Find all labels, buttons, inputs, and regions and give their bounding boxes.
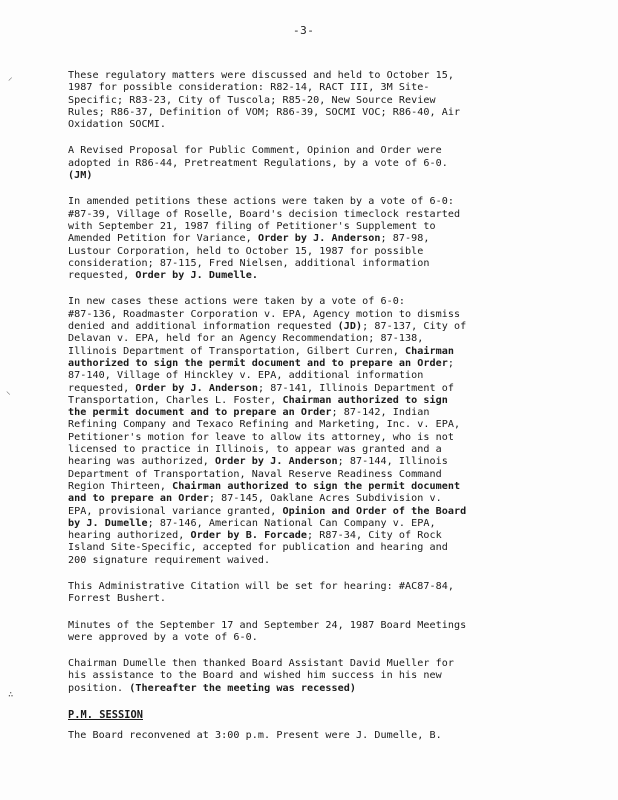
order-attribution: Chairman authorized to sign the permit document and to prepare an Order [68,394,448,419]
text-run: ; 87-141, Illinois Department of Transportation, Charles L. Foster, [68,382,455,406]
order-attribution: (JD) [337,321,363,333]
text-run: ; 87-137, City of Delavan v. EPA, held for an Agency Recommendation; 87-138, Illinois Department of Transportation, Gilbert Curren, [68,321,467,357]
text-run: ; 87-144, Illinois Department of Transportation, Naval Reserve Readiness Command Region Thirteen, [68,456,448,492]
order-attribution: Chairman authorized to sign the permit document and to prepare an Order [68,480,461,505]
order-attribution: Order by B. Forcade [190,530,307,542]
document-body [68,70,573,757]
order-attribution: Order by J. Dumelle. [135,270,258,282]
paragraph-regulatory-matters: These regulatory matters were discussed and held to October 15, 1987 for possible consideration: R82-14, RACT III, 3M Site- Specific; R83-23, City of Tuscola; R85-20, New Source Review Rules; R86-37, Definition of VOM; R86-39, SOCMI VOC; R86-40, Air Oxidation SOCMI. [68,70,461,131]
text-run: ; 87-145, Oaklane Acres Subdivision v. EPA, provisional variance granted, [68,493,442,517]
paragraph-new-cases [68,296,573,567]
text-run: Chairman Dumelle then thanked Board Assistant David Mueller for his assistance to the Board and wished him success in his new position. [68,658,454,694]
paragraph-thanks [68,658,573,695]
recess-note: (Thereafter the meeting was recessed) [129,682,356,694]
paragraph-minutes: Minutes of the September 17 and September 24, 1987 Board Meetings were approved by a vote of 6-0. [68,619,467,643]
text-run: ; 87-140, Village of Hinckley v. EPA, additional information requested, [68,357,455,394]
margin-mark-bottom: ∴ [8,690,14,700]
section-heading-pm-session: P.M. SESSION [68,709,143,722]
margin-mark-top: ⸝ [8,73,13,83]
text-run: ; 87-98, Lustour Corporation, held to October 15, 1987 for possible consideration; 87-115, Fred Nielsen, additional information requested, [68,233,430,282]
text-run: ; R87-34, City of Rock Island Site-Specific, accepted for publication and hearing and 200 signature requirement waived. [68,530,448,566]
text-run: In amended petitions these actions were taken by a vote of 6-0: #87-39, Village of Roselle, Board's decision timeclock restarted with September 21, 1987 filing of Petitioner's Supplement to Amended Petition for Variance, [68,196,461,245]
page-number: -3- [293,24,315,37]
text-run: ; 87-146, American National Can Company v. EPA, hearing authorized, [68,517,436,542]
order-attribution: Order by J. Anderson [257,233,381,245]
order-attribution: Chairman authorized to sign the permit document and to prepare an Order [68,345,454,369]
paragraph-amended-petitions [68,196,573,282]
margin-mark-mid: ⸜ [6,387,11,397]
order-attribution: Order by J. Anderson [135,382,258,394]
order-attribution: Order by J. Anderson [215,456,338,468]
text-run: In new cases these actions were taken by a vote of 6-0: #87-136, Roadmaster Corporation v. EPA, Agency motion to dismiss denied and additional information requested [68,296,461,333]
revised-proposal-text: A Revised Proposal for Public Comment, Opinion and Order were adopted in R86-44, Pretreatment Regulations, by a vote of 6-0. [68,145,448,169]
paragraph-revised-proposal [68,145,573,182]
text-run: ; 87-142, Indian Refining Company and Texaco Refining and Marketing, Inc. v. EPA, Petitioner's motion for leave to allow its attorney, who is not licensed to practice in Illinois, to appear was granted and a hearing was authorized, [68,407,461,468]
paragraph-administrative-citation: This Administrative Citation will be set for hearing: #AC87-84, Forrest Bushert. [68,580,454,605]
revised-proposal-tag: (JM) [68,170,93,182]
order-attribution: Opinion and Order of the Board by J. Dumelle [68,505,467,529]
paragraph-reconvened: The Board reconvened at 3:00 p.m. Present were J. Dumelle, B. [68,730,442,742]
